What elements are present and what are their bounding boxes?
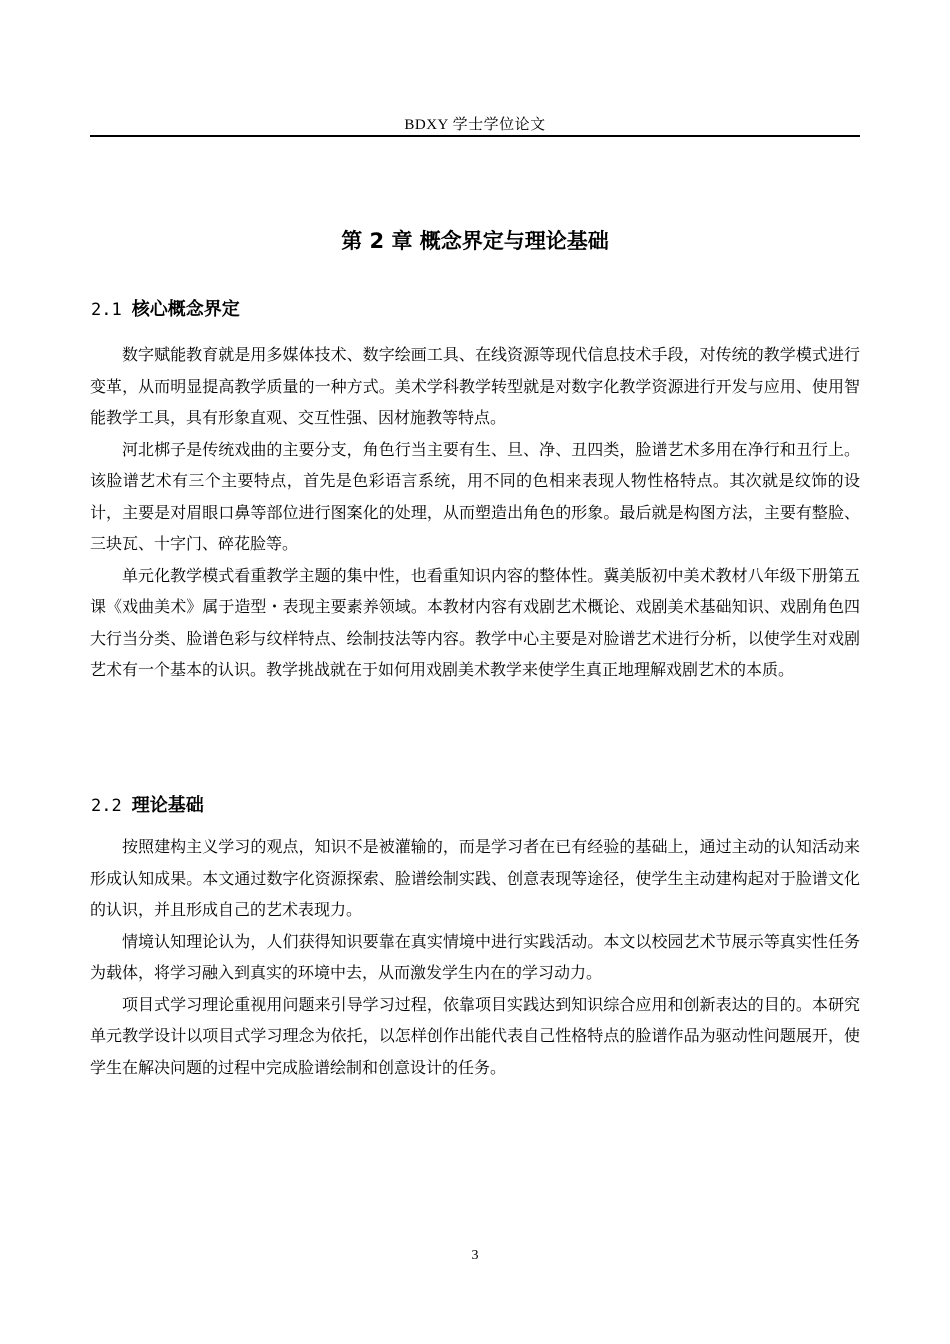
chapter-title: 第 2 章 概念界定与理论基础 — [341, 229, 609, 253]
section-body-2-2 — [90, 831, 860, 1083]
section-heading-2-1 — [91, 298, 240, 322]
paragraph: 单元化教学模式看重教学主题的集中性，也看重知识内容的整体性。冀美版初中美术教材八年级下册第五课《戏曲美术》属于造型・表现主要素养领域。本教材内容有戏剧艺术概论、戏剧美术基础知识、戏剧角色四大行当分类、脸谱色彩与纹样特点、绘制技法等内容。教学中心主要是对脸谱艺术进行分析，以使学生对戏剧艺术有一个基本的认识。教学挑战就在于如何用戏剧美术教学来使学生真正地理解戏剧艺术的本质。 — [90, 565, 860, 679]
section-number: 2.1 — [91, 300, 122, 320]
section-number: 2.2 — [91, 796, 122, 816]
paragraph: 按照建构主义学习的观点，知识不是被灌输的，而是学习者在已有经验的基础上，通过主动的认知活动来形成认知成果。本文通过数字化资源探索、脸谱绘制实践、创意表现等途径，使学生主动建构起对于脸谱文化的认识，并且形成自己的艺术表现力。 — [90, 837, 860, 919]
paragraph: 项目式学习理论重视用问题来引导学习过程，依靠项目实践达到知识综合应用和创新表达的目的。本研究单元教学设计以项目式学习理念为依托，以怎样创作出能代表自己性格特点的脸谱作品为驱动性问题展开，使学生在解决问题的过程中完成脸谱绘制和创意设计的任务。 — [90, 994, 860, 1077]
header-rule — [90, 135, 860, 137]
section-body-2-1 — [90, 339, 860, 686]
running-header: BDXY 学士学位论文 — [404, 117, 546, 133]
paragraph: 数字赋能教育就是用多媒体技术、数字绘画工具、在线资源等现代信息技术手段，对传统的教学模式进行变革，从而明显提高教学质量的一种方式。美术学科教学转型就是对数字化教学资源进行开发与应用、使用智能教学工具，具有形象直观、交互性强、因材施教等特点。 — [90, 345, 860, 427]
paragraph: 情境认知理论认为，人们获得知识要靠在真实情境中进行实践活动。本文以校园艺术节展示等真实性任务为载体，将学习融入到真实的环境中去，从而激发学生内在的学习动力。 — [90, 931, 860, 982]
section-heading-2-2 — [91, 794, 204, 818]
section-title: 核心概念界定 — [131, 299, 240, 320]
paragraph: 河北梆子是传统戏曲的主要分支，角色行当主要有生、旦、净、丑四类，脸谱艺术多用在净行和丑行上。该脸谱艺术有三个主要特点，首先是色彩语言系统，用不同的色相来表现人物性格特点。其次就是纹饰的设计，主要是对眉眼口鼻等部位进行图案化的处理，从而塑造出角色的形象。最后就是构图方法，主要有整脸、三块瓦、十字门、碎花脸等。 — [90, 439, 860, 553]
page-number: 3 — [471, 1248, 479, 1263]
section-title: 理论基础 — [131, 795, 204, 816]
